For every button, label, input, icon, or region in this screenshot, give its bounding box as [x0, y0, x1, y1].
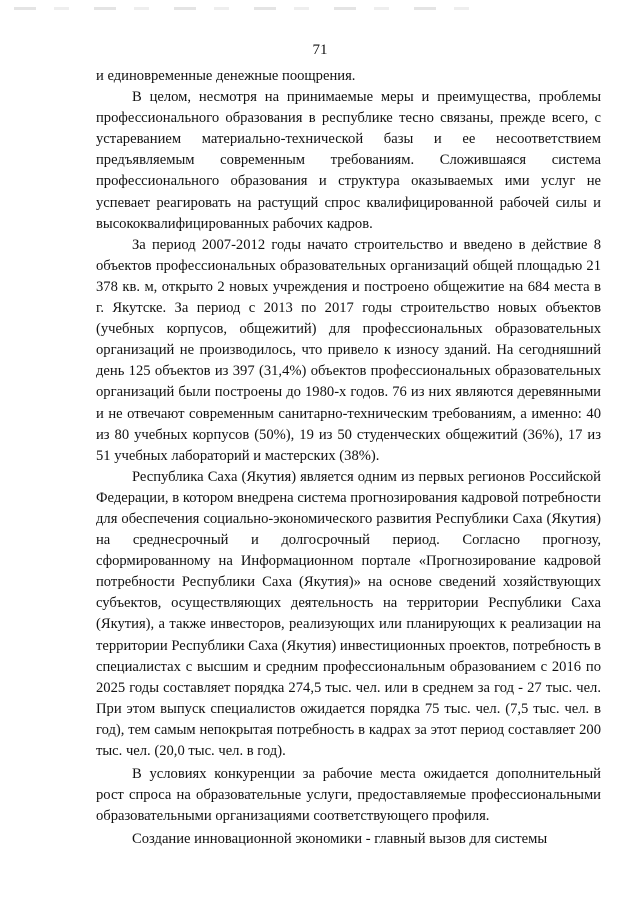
paragraph-problems: В целом, несмотря на принимаемые меры и преимущества, проблемы профессионального образования в республике тесно связаны, прежде всего, с устареванием материально-технической базы и ее несоответствием предъявляемым современным требованиям. Сложившаяся система профессионального образования и структура оказываемых ими услуг не успевает реагировать на растущий спрос квалифицированной рабочей силы и высококвалифицированных рабочих кадров. [96, 89, 601, 232]
paragraph-continuation: и единовременные денежные поощрения. [96, 68, 356, 84]
paragraph-innovation: Создание инновационной экономики - главный вызов для системы [132, 831, 548, 848]
paragraph-forecast: Республика Саха (Якутия) является одним из первых регионов Российской Федерации, в котором внедрена система прогнозирования кадровой потребности для обеспечения социально-экономического развития Республики Саха (Якутия) на среднесрочный и долгосрочный период. Согласно прогнозу, сформированному на Информационном портале «Прогнозирование кадровой потребности Республики Саха (Якутия)» на основе сведений хозяйствующих субъектов, осуществляющих деятельность на территории Республики Саха (Якутия), а также инвесторов, реализующих или планирующих к реализации на территории Республики Саха (Якутия) инвестиционных проектов, потребность в специалистах с высшим и средним профессиональным образованием с 2016 по 2025 годы составляет порядка 274,5 тыс. чел. или в среднем за год - 27 тыс. чел. При этом выпуск специалистов ожидается порядка 75 тыс. чел. (7,5 тыс. чел. в год), тем самым непокрытая потребность в кадрах за этот период составляет 200 тыс. чел. (20,0 тыс. чел. в год). [96, 468, 601, 759]
page-number: 71 [312, 42, 328, 58]
paragraph-competition: В условиях конкуренции за рабочие места ожидается дополнительный рост спроса на образовательные услуги, предоставляемые профессиональными образовательными организациями соответствующего профиля. [96, 766, 601, 825]
scan-header-artifact [14, 7, 474, 10]
paragraph-construction: За период 2007-2012 годы начато строительство и введено в действие 8 объектов профессиональных образовательных организаций общей площадью 21 378 кв. м, открыто 2 новых учреждения и построено общежитие на 684 места в г. Якутске. За период с 2013 по 2017 годы строительство новых объектов (учебных корпусов, общежитий) для профессиональных образовательных организаций не производилось, что привело к износу зданий. На сегодняшний день 125 объектов из 397 (31,4%) объектов профессиональных образовательных организаций были построены до 1980-х годов. 76 из них являются деревянными и не отвечают современным санитарно-техническим требованиям, а именно: 40 из 80 учебных корпусов (50%), 19 из 50 студенческих общежитий (36%), 17 из 51 учебных лабораторий и мастерских (38%). [96, 236, 601, 464]
document-body [96, 66, 601, 850]
